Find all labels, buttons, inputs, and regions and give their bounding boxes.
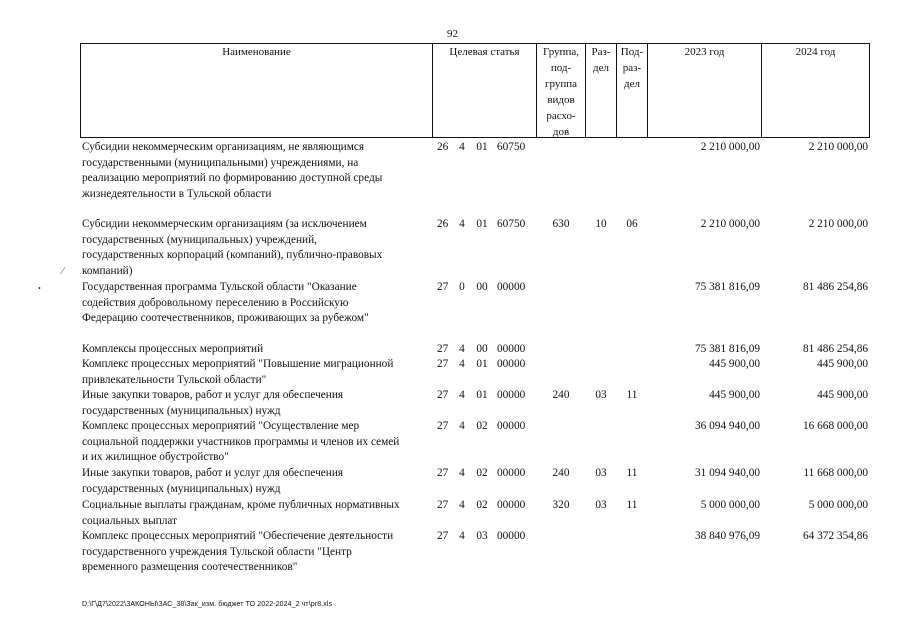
header-podrazdel: Под- раз- дел <box>620 46 644 90</box>
page-number: 92 <box>447 28 458 40</box>
header-2023: 2023 год <box>684 46 725 58</box>
header-2024: 2024 год <box>795 46 836 58</box>
file-path-footer: D:\Г\Д7\2022\ЗАКОНЫ\ЗАС_38\Зак_изм. бюджет ТО 2022-2024_2 чт\pr8.xls <box>82 601 333 608</box>
scan-mark: ⁄ <box>62 266 64 277</box>
row-name: Комплексы процессных мероприятий <box>82 343 264 355</box>
row-name: Иные закупки товаров, работ и услуг для обеспечения государственных (муниципальных) нужд <box>82 467 344 495</box>
header-group: Группа, под- группа видов расхо- дов <box>543 46 579 138</box>
row-name: Социальные выплаты гражданам, кроме публичных нормативных социальных выплат <box>82 499 400 527</box>
row-name: Комплекс процессных мероприятий "Обеспечение деятельности государственного учреждения Тульской области "Центр временного размещения соотечественников" <box>82 530 394 573</box>
row-name: Комплекс процессных мероприятий "Осуществление мер социальной поддержки участников программы и членов их семей и их жилищное обустройство" <box>82 420 400 463</box>
header-razdel: Раз- дел <box>591 46 611 74</box>
header-target: Целевая статья <box>449 46 520 58</box>
row-name: Государственная программа Тульской области "Оказание содействия добровольному переселению в Российскую Федерацию соотечественников, проживающих за рубежом" <box>82 281 369 324</box>
row-name: Субсидии некоммерческим организациям (за исключением государственных (муниципальных) учреждений, государственных корпораций (компаний), публично-правовых компаний) <box>82 218 383 277</box>
row-name: Комплекс процессных мероприятий "Повышение миграционной привлекательности Тульской области" <box>82 358 394 386</box>
row-name: Субсидии некоммерческим организациям, не являющимся государственными (муниципальными) учреждениями, на реализацию мероприятий по формированию доступной среды жизнедеятельности в Тульской области <box>82 141 383 200</box>
row-name: Иные закупки товаров, работ и услуг для обеспечения государственных (муниципальных) нужд <box>82 389 344 417</box>
scan-dot: • <box>38 284 41 293</box>
header-name: Наименование <box>222 46 291 58</box>
